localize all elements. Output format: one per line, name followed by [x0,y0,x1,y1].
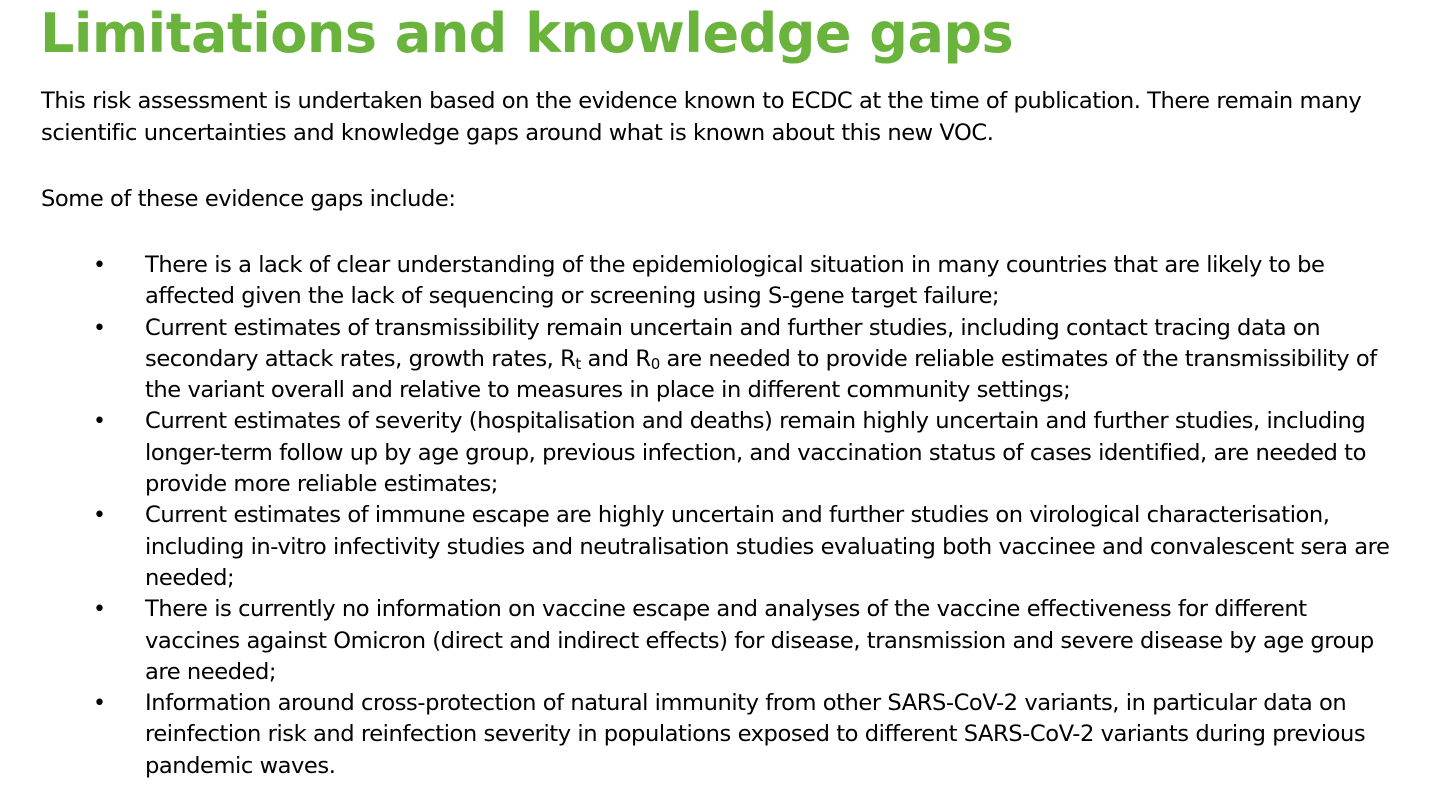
list-item [0,594,1456,688]
bullet-icon: • [93,253,106,278]
gap-text-after: are needed to provide reliable estimates of the transmissibility of the variant overall and relative to measures in place in different community settings; [145,345,1377,404]
gap-item-text: There is currently no information on vaccine escape and analyses of the vaccine effectiveness for different vaccines against Omicron (direct and indirect effects) for disease, transmission and severe disease by age group are needed; [145,596,1374,685]
bullet-icon: • [93,315,106,341]
bullet-icon: • [93,503,106,529]
subscript-0: 0 [650,354,660,373]
gap-item-text: Current estimates of severity (hospitalisation and deaths) remain highly uncertain and further studies, including longer-term follow up by age group, previous infection, and vaccination status of cases identified, are needed to provide more reliable estimates; [145,408,1366,498]
list-item [0,500,1456,594]
intro-paragraph: This risk assessment is undertaken based on the evidence known to ECDC at the time of publication. There remain many scientific uncertainties and knowledge gaps around what is known about this new VOC. [41,88,1362,146]
gaps-lead-in: Some of these evidence gaps include: [41,186,456,212]
gap-item-text [145,313,1396,407]
bullet-icon: • [93,409,106,435]
gap-text-middle: and R [580,345,651,372]
list-item [0,250,1456,313]
section-title: Limitations and knowledge gaps [40,2,1014,65]
gap-item-text: Current estimates of immune escape are highly uncertain and further studies on virological characterisation, including in-vitro infectivity studies and neutralisation studies evaluating both vaccinee and convalescent sera are needed; [145,502,1390,591]
subscript-t: t [575,354,581,373]
bullet-icon: • [93,597,106,623]
gap-item-text: Information around cross-protection of natural immunity from other SARS-CoV-2 variants, in particular data on reinfection risk and reinfection severity in populations exposed to different SARS-CoV-2 variants during previous pandemic waves. [145,690,1366,779]
gap-text-before: Current estimates of transmissibility remain uncertain and further studies, including contact tracing data on secondary attack rates, growth rates, R [145,314,1321,372]
evidence-gaps-list [0,250,1456,782]
gap-item-text: There is a lack of clear understanding of the epidemiological situation in many countries that are likely to be affected given the lack of sequencing or screening using S-gene target failure; [145,252,1325,310]
list-item [0,688,1456,782]
list-item [0,406,1456,500]
bullet-icon: • [93,691,106,717]
list-item [0,313,1456,407]
